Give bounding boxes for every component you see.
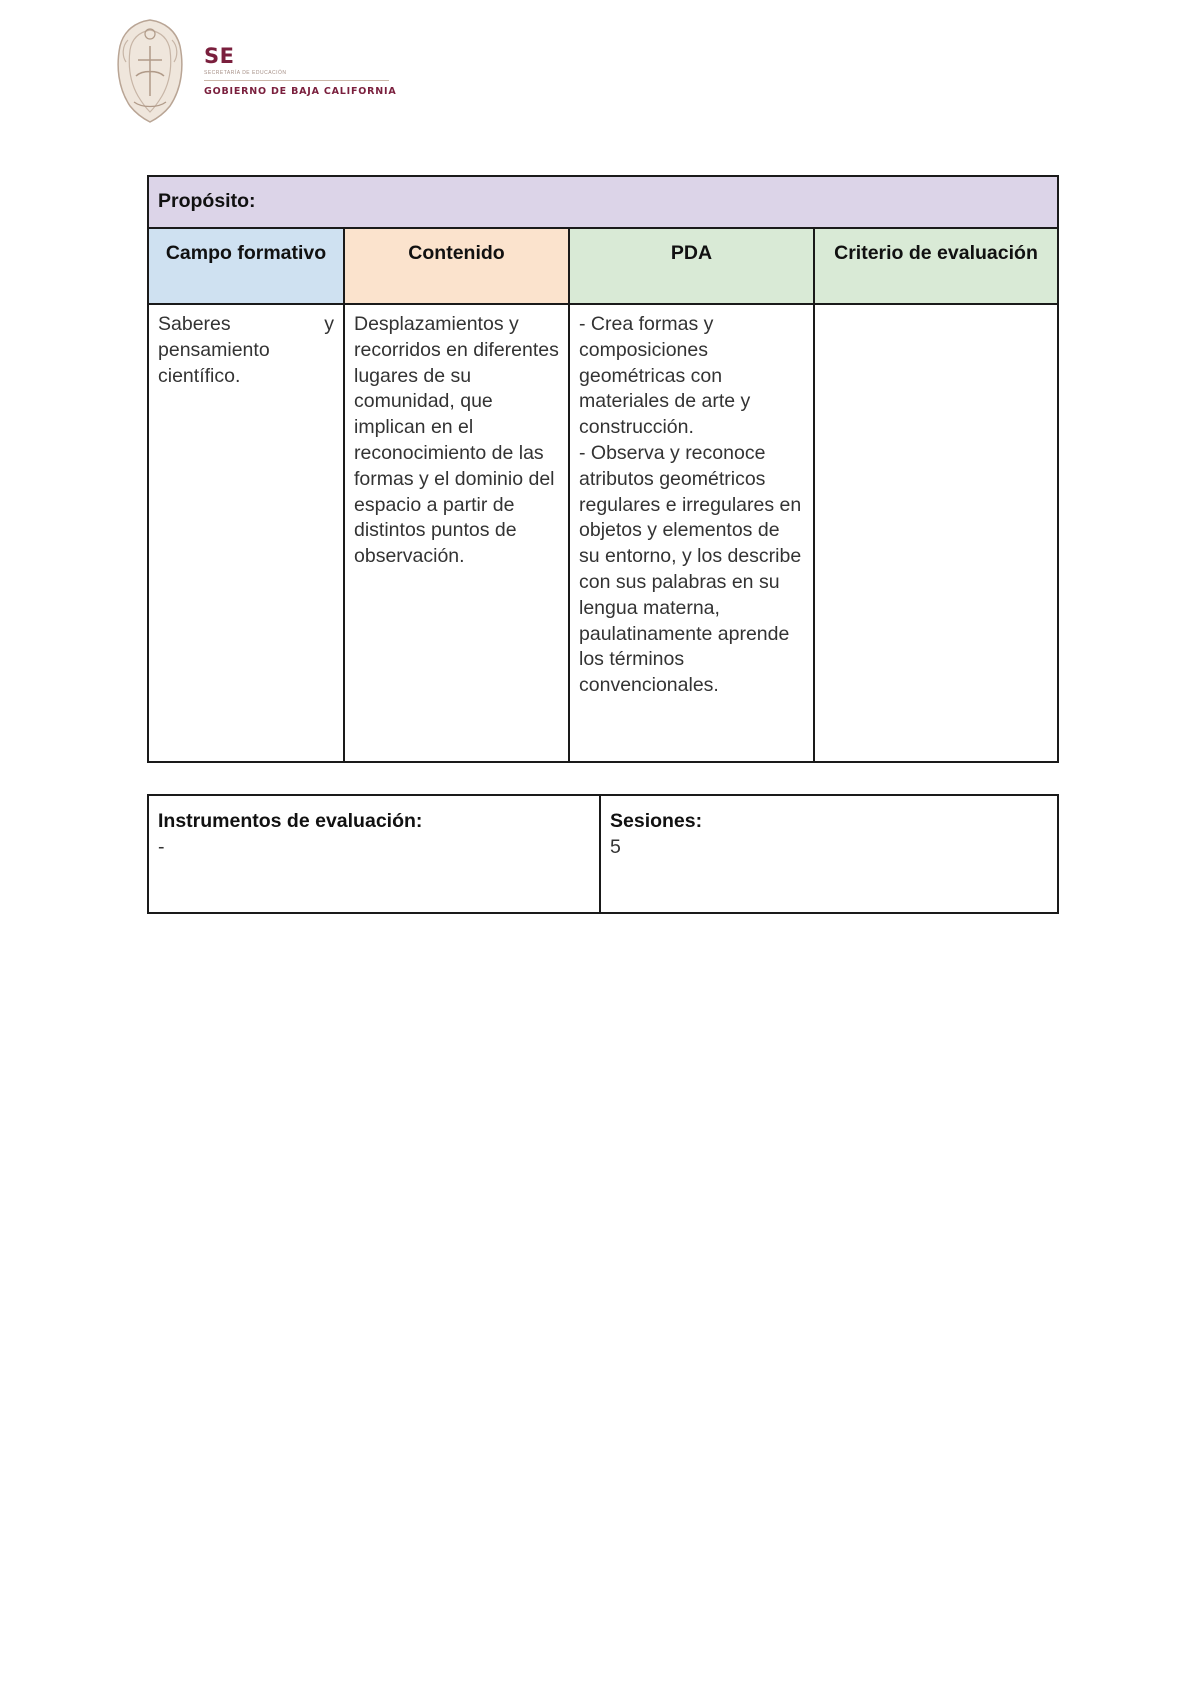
purpose-header: Propósito: bbox=[148, 176, 1058, 228]
planning-table bbox=[147, 175, 1059, 763]
logo-initials: SE bbox=[204, 44, 235, 68]
cell-campo-formativo: Saberes y pensamiento científico. bbox=[148, 304, 344, 762]
instruments-value: - bbox=[158, 835, 165, 858]
logo-government-name: GOBIERNO DE BAJA CALIFORNIA bbox=[204, 86, 397, 97]
government-logo bbox=[114, 16, 404, 126]
sessions-value: 5 bbox=[610, 835, 621, 858]
column-header-campo-formativo: Campo formativo bbox=[148, 228, 344, 304]
instruments-label: Instrumentos de evaluación: bbox=[158, 810, 423, 832]
cell-contenido: Desplazamientos y recorridos en diferentes lugares de su comunidad, que implican en el reconocimiento de las formas y el dominio del espacio a partir de distintos puntos de observación. bbox=[344, 304, 569, 762]
logo-divider bbox=[204, 80, 389, 81]
evaluation-table bbox=[147, 794, 1059, 914]
cell-pda: - Crea formas y composiciones geométricas con materiales de arte y construcción. - Observa y reconoce atributos geométricos regulares e irregulares en objetos y elementos de su entorno, y los describe con sus palabras en su lengua materna, paulatinamente aprende los términos convencionales. bbox=[569, 304, 814, 762]
coat-of-arms-icon bbox=[114, 16, 186, 124]
column-header-pda: PDA bbox=[569, 228, 814, 304]
sessions-label: Sesiones: bbox=[610, 810, 703, 832]
table-row bbox=[148, 304, 1058, 762]
column-header-contenido: Contenido bbox=[344, 228, 569, 304]
instruments-cell bbox=[148, 795, 600, 913]
logo-subtitle: SECRETARÍA DE EDUCACIÓN bbox=[204, 70, 287, 76]
column-header-criterio: Criterio de evaluación bbox=[814, 228, 1058, 304]
sessions-cell bbox=[600, 795, 1058, 913]
cell-criterio-evaluacion bbox=[814, 304, 1058, 762]
